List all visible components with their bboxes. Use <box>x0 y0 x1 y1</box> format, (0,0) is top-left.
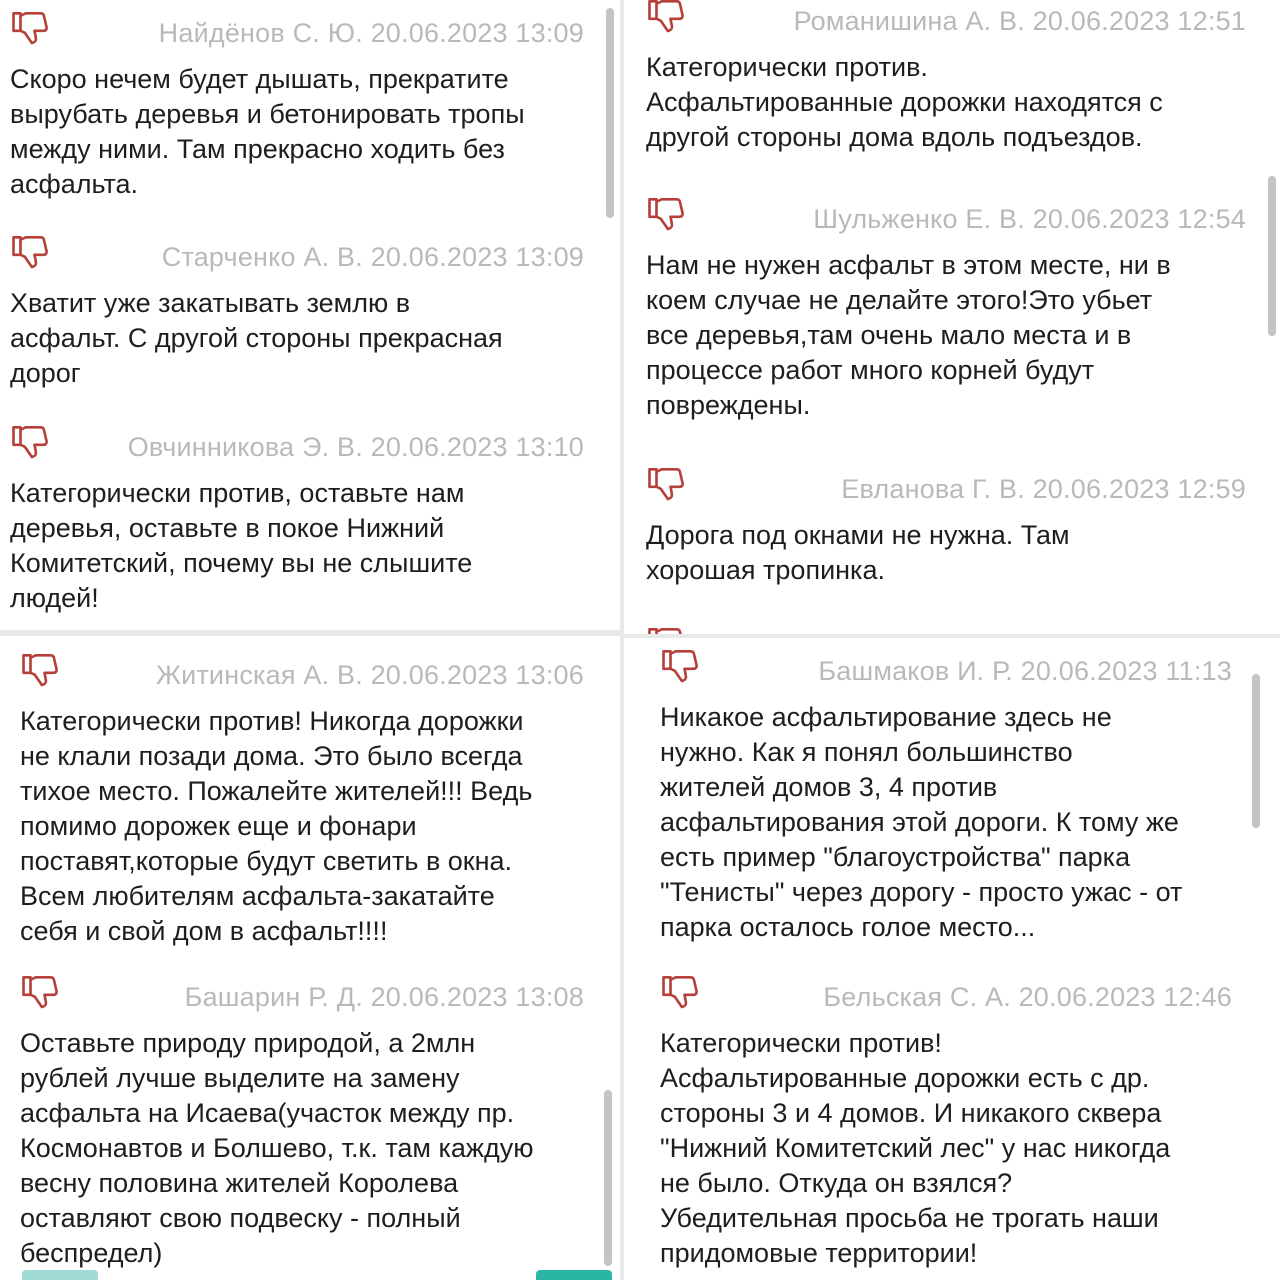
comments-panel-bottom-right[interactable] <box>624 638 1280 1280</box>
comments-panel-bottom-left[interactable] <box>0 636 620 1280</box>
scrollbar-thumb[interactable] <box>1252 674 1260 828</box>
comment-author-date: Старченко А. В. 20.06.2023 13:09 <box>161 242 584 272</box>
tab-button-right[interactable] <box>536 1270 612 1280</box>
comment-text: Дорога под окнами не нужна. Там хорошая тропинка. <box>646 520 1070 585</box>
comment-author-date: Житинская А. В. 20.06.2023 13:06 <box>155 660 584 690</box>
comment-item <box>646 0 1246 155</box>
comment-text: Категорически против! Асфальтированные дорожки есть с др. стороны 3 и 4 домов. И никакого сквера "Нижний Комитетский лес" у нас никогда не было. Откуда он взялся? Убедительная просьба не трогать наши придомовые территории! <box>660 1028 1171 1268</box>
comment-item <box>10 230 584 391</box>
scrollbar-thumb[interactable] <box>604 1090 612 1266</box>
thumbs-down-icon[interactable] <box>10 232 52 274</box>
comment-text: Категорически против! Никогда дорожки не клали позади дома. Это было всегда тихое место. Пожалейте жителей!!! Ведь помимо дорожек еще и фонари поставят,которые будут светить в окна. Всем любителям асфальта-закатайте себя и свой дом в асфальт!!!! <box>20 706 533 946</box>
thumbs-down-icon[interactable] <box>646 624 688 634</box>
thumbs-down-icon[interactable] <box>20 650 62 692</box>
scrollbar-thumb[interactable] <box>1268 176 1276 336</box>
thumbs-down-icon[interactable] <box>646 0 688 38</box>
thumbs-down-icon[interactable] <box>646 194 688 236</box>
comment-author-date: Бельская С. А. 20.06.2023 12:46 <box>823 982 1232 1012</box>
thumbs-down-icon[interactable] <box>646 464 688 506</box>
thumbs-down-icon[interactable] <box>10 8 52 50</box>
comment-item <box>10 420 584 616</box>
comment-text: Оставьте природу природой, а 2млн рублей лучше выделите на замену асфальта на Исаева(участок между пр. Космонавтов и Болшево, т.к. там каждую весну половина жителей Королева оставляют свою подвеску - полный беспредел) <box>20 1028 534 1268</box>
thumbs-down-icon[interactable] <box>20 972 62 1014</box>
comments-panel-top-right[interactable] <box>624 0 1280 634</box>
scrollbar-thumb[interactable] <box>606 8 614 218</box>
comment-item <box>20 970 584 1271</box>
comment-text: Категорически против, оставьте нам деревья, оставьте в покое Нижний Комитетский, почему вы не слышите людей! <box>10 478 473 613</box>
comments-panel-top-left[interactable] <box>0 0 620 630</box>
comment-author-date: Башарин Р. Д. 20.06.2023 13:08 <box>184 982 584 1012</box>
comment-item <box>646 192 1246 423</box>
tab-button-left[interactable] <box>22 1270 98 1280</box>
thumbs-down-icon[interactable] <box>10 422 52 464</box>
comment-text: Категорически против. Асфальтированные дорожки находятся с другой стороны дома вдоль подъездов. <box>646 52 1163 152</box>
comment-author-date: Евланова Г. В. 20.06.2023 12:59 <box>841 474 1246 504</box>
comment-item <box>20 648 584 949</box>
comment-author-date: Овчинникова Э. В. 20.06.2023 13:10 <box>127 432 584 462</box>
comment-item <box>660 644 1232 945</box>
comment-text: Нам не нужен асфальт в этом месте, ни в коем случае не делайте этого!Это убьет все деревья,там очень мало места и в процессе работ много корней будут повреждены. <box>646 250 1171 420</box>
thumbs-down-icon[interactable] <box>660 972 702 1014</box>
comment-text: Никакое асфальтирование здесь не нужно. Как я понял большинство жителей домов 3, 4 против асфальтирования этой дороги. К тому же есть пример "благоустройства" парка "Тенисты" через дорогу - просто ужас - от парка осталось голое место... <box>660 702 1183 942</box>
comment-author-date: Шульженко Е. В. 20.06.2023 12:54 <box>813 204 1246 234</box>
comment-text: Хватит уже закатывать землю в асфальт. С другой стороны прекрасная дорог <box>10 288 503 388</box>
comment-author-date: Найдёнов С. Ю. 20.06.2023 13:09 <box>158 18 584 48</box>
comment-text: Скоро нечем будет дышать, прекратите вырубать деревья и бетонировать тропы между ними. Там прекрасно ходить без асфальта. <box>10 64 525 199</box>
comment-author-date: Башмаков И. Р. 20.06.2023 11:13 <box>818 656 1232 686</box>
comment-item <box>646 462 1246 588</box>
comment-item <box>660 970 1232 1271</box>
comment-author-date: Романишина А. В. 20.06.2023 12:51 <box>793 6 1246 36</box>
comment-item <box>10 6 584 202</box>
thumbs-down-icon[interactable] <box>660 646 702 688</box>
